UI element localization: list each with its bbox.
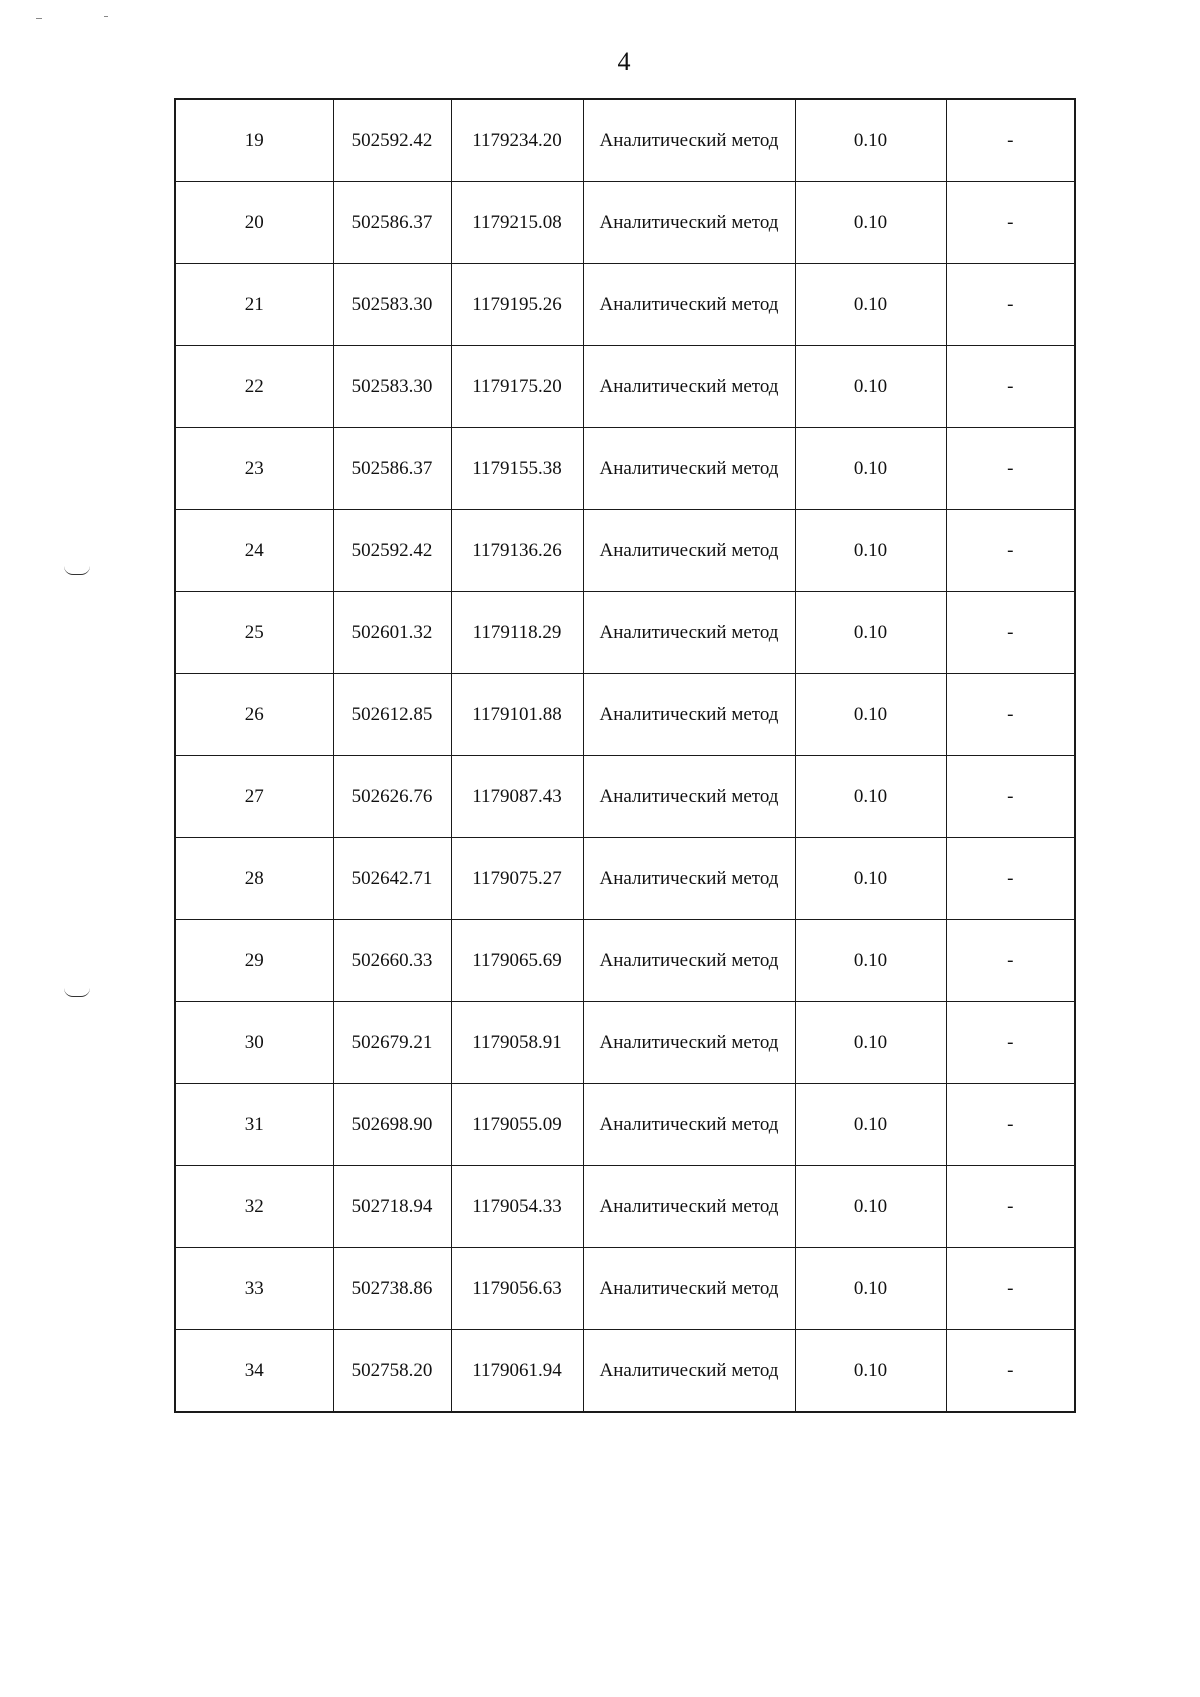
table-row — [175, 510, 1075, 592]
cell-coordinate-x: 502601.32 — [333, 592, 451, 674]
cell-coordinate-x: 502698.90 — [333, 1084, 451, 1166]
cell-accuracy: 0.10 — [795, 1002, 946, 1084]
cell-coordinate-y: 1179195.26 — [451, 264, 583, 346]
cell-accuracy: 0.10 — [795, 99, 946, 182]
cell-accuracy: 0.10 — [795, 756, 946, 838]
table-row — [175, 264, 1075, 346]
coordinates-table — [174, 98, 1076, 1413]
cell-coordinate-x: 502679.21 — [333, 1002, 451, 1084]
table-row — [175, 1248, 1075, 1330]
table-row — [175, 592, 1075, 674]
cell-accuracy: 0.10 — [795, 346, 946, 428]
cell-coordinate-y: 1179055.09 — [451, 1084, 583, 1166]
cell-description: - — [946, 346, 1075, 428]
cell-coordinate-x: 502758.20 — [333, 1330, 451, 1413]
cell-coordinate-y: 1179087.43 — [451, 756, 583, 838]
cell-coordinate-y: 1179118.29 — [451, 592, 583, 674]
cell-point-number: 27 — [175, 756, 333, 838]
cell-point-number: 22 — [175, 346, 333, 428]
cell-accuracy: 0.10 — [795, 1166, 946, 1248]
binder-hole-mark — [64, 566, 90, 575]
cell-coordinate-x: 502612.85 — [333, 674, 451, 756]
table-row — [175, 756, 1075, 838]
table-row — [175, 99, 1075, 182]
cell-coordinate-x: 502626.76 — [333, 756, 451, 838]
scan-dot — [104, 16, 108, 17]
cell-method: Аналитический метод — [583, 182, 795, 264]
cell-coordinate-x: 502642.71 — [333, 838, 451, 920]
cell-description: - — [946, 428, 1075, 510]
cell-point-number: 20 — [175, 182, 333, 264]
cell-description: - — [946, 1084, 1075, 1166]
cell-method: Аналитический метод — [583, 428, 795, 510]
cell-accuracy: 0.10 — [795, 1330, 946, 1413]
cell-point-number: 24 — [175, 510, 333, 592]
page-number: 4 — [617, 47, 631, 76]
cell-method: Аналитический метод — [583, 264, 795, 346]
cell-coordinate-x: 502583.30 — [333, 264, 451, 346]
cell-accuracy: 0.10 — [795, 510, 946, 592]
cell-accuracy: 0.10 — [795, 674, 946, 756]
cell-coordinate-x: 502718.94 — [333, 1166, 451, 1248]
cell-point-number: 28 — [175, 838, 333, 920]
cell-description: - — [946, 592, 1075, 674]
cell-accuracy: 0.10 — [795, 264, 946, 346]
cell-method: Аналитический метод — [583, 838, 795, 920]
table-row — [175, 838, 1075, 920]
cell-coordinate-y: 1179136.26 — [451, 510, 583, 592]
table-body — [175, 99, 1075, 1412]
cell-description: - — [946, 182, 1075, 264]
cell-point-number: 26 — [175, 674, 333, 756]
cell-description: - — [946, 1248, 1075, 1330]
cell-coordinate-y: 1179061.94 — [451, 1330, 583, 1413]
table-row — [175, 1084, 1075, 1166]
cell-point-number: 30 — [175, 1002, 333, 1084]
cell-accuracy: 0.10 — [795, 428, 946, 510]
cell-coordinate-x: 502586.37 — [333, 428, 451, 510]
cell-description: - — [946, 1002, 1075, 1084]
cell-method: Аналитический метод — [583, 756, 795, 838]
cell-method: Аналитический метод — [583, 510, 795, 592]
table-row — [175, 182, 1075, 264]
cell-coordinate-y: 1179056.63 — [451, 1248, 583, 1330]
cell-coordinate-x: 502586.37 — [333, 182, 451, 264]
cell-method: Аналитический метод — [583, 920, 795, 1002]
cell-method: Аналитический метод — [583, 1248, 795, 1330]
cell-coordinate-y: 1179065.69 — [451, 920, 583, 1002]
cell-method: Аналитический метод — [583, 1002, 795, 1084]
cell-coordinate-y: 1179101.88 — [451, 674, 583, 756]
cell-description: - — [946, 838, 1075, 920]
cell-method: Аналитический метод — [583, 346, 795, 428]
cell-description: - — [946, 920, 1075, 1002]
cell-description: - — [946, 99, 1075, 182]
cell-point-number: 19 — [175, 99, 333, 182]
cell-accuracy: 0.10 — [795, 592, 946, 674]
cell-point-number: 21 — [175, 264, 333, 346]
cell-method: Аналитический метод — [583, 592, 795, 674]
cell-coordinate-y: 1179175.20 — [451, 346, 583, 428]
cell-method: Аналитический метод — [583, 99, 795, 182]
cell-point-number: 31 — [175, 1084, 333, 1166]
cell-method: Аналитический метод — [583, 1330, 795, 1413]
cell-description: - — [946, 674, 1075, 756]
cell-point-number: 33 — [175, 1248, 333, 1330]
cell-description: - — [946, 1330, 1075, 1413]
cell-method: Аналитический метод — [583, 1084, 795, 1166]
table-row — [175, 1330, 1075, 1413]
table-row — [175, 346, 1075, 428]
cell-method: Аналитический метод — [583, 1166, 795, 1248]
cell-method: Аналитический метод — [583, 674, 795, 756]
cell-point-number: 32 — [175, 1166, 333, 1248]
cell-coordinate-x: 502592.42 — [333, 99, 451, 182]
cell-accuracy: 0.10 — [795, 1084, 946, 1166]
cell-coordinate-x: 502738.86 — [333, 1248, 451, 1330]
cell-point-number: 25 — [175, 592, 333, 674]
cell-point-number: 29 — [175, 920, 333, 1002]
cell-coordinate-y: 1179215.08 — [451, 182, 583, 264]
cell-coordinate-x: 502660.33 — [333, 920, 451, 1002]
cell-description: - — [946, 264, 1075, 346]
table-row — [175, 428, 1075, 510]
cell-coordinate-y: 1179155.38 — [451, 428, 583, 510]
cell-coordinate-y: 1179075.27 — [451, 838, 583, 920]
cell-accuracy: 0.10 — [795, 920, 946, 1002]
cell-point-number: 23 — [175, 428, 333, 510]
cell-accuracy: 0.10 — [795, 838, 946, 920]
table-row — [175, 1002, 1075, 1084]
scan-dot — [36, 18, 42, 19]
cell-description: - — [946, 1166, 1075, 1248]
cell-coordinate-x: 502592.42 — [333, 510, 451, 592]
cell-description: - — [946, 756, 1075, 838]
cell-coordinate-y: 1179054.33 — [451, 1166, 583, 1248]
table-row — [175, 1166, 1075, 1248]
cell-coordinate-y: 1179234.20 — [451, 99, 583, 182]
cell-point-number: 34 — [175, 1330, 333, 1413]
cell-coordinate-y: 1179058.91 — [451, 1002, 583, 1084]
table-row — [175, 674, 1075, 756]
cell-accuracy: 0.10 — [795, 1248, 946, 1330]
cell-coordinate-x: 502583.30 — [333, 346, 451, 428]
table-row — [175, 920, 1075, 1002]
cell-accuracy: 0.10 — [795, 182, 946, 264]
binder-hole-mark — [64, 988, 90, 997]
cell-description: - — [946, 510, 1075, 592]
